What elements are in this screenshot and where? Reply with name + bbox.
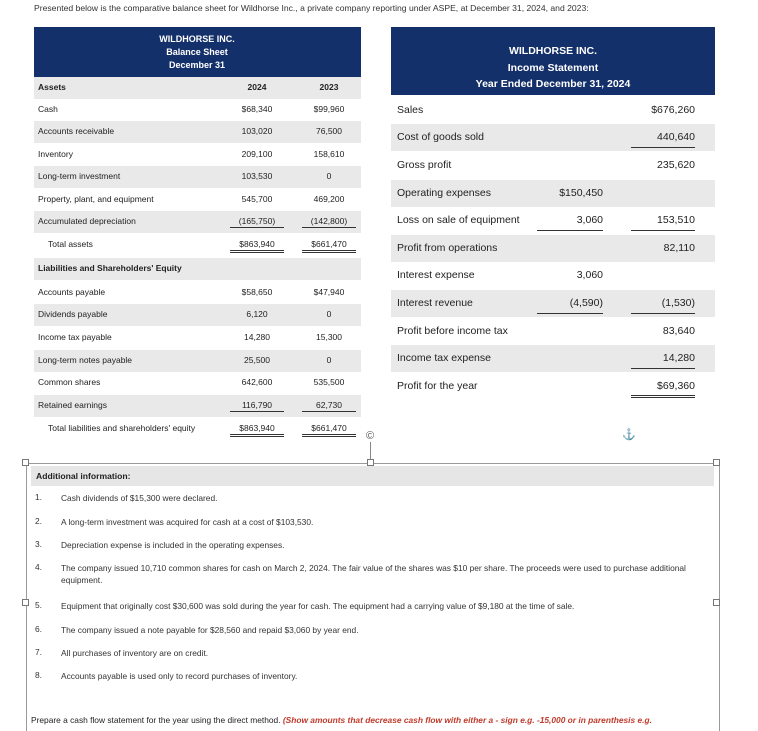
item-number: 7.: [35, 647, 42, 657]
row-label: Income tax payable: [38, 332, 112, 342]
item-text: The company issued a note payable for $28,560 and repaid $3,060 by year end.: [61, 625, 359, 635]
value-2024: 116,790: [230, 400, 284, 412]
item-text: Accounts payable is used only to record purchases of inventory.: [61, 671, 298, 681]
table-row: [34, 395, 361, 417]
col-2023: 2023: [319, 82, 339, 92]
anchor-icon[interactable]: ⚓: [622, 429, 636, 441]
instruction-plain: Prepare a cash flow statement for the year using the direct method.: [31, 715, 281, 725]
item-text: The company issued 10,710 common shares for cash on March 2, 2024. The fair value of the shares was $10 per share. The proceeds were used to purchase additional equipment.: [61, 563, 686, 585]
resize-handle-top-middle[interactable]: [367, 459, 374, 466]
assets-heading: Assets: [38, 82, 66, 92]
row-label: Long-term notes payable: [38, 355, 133, 365]
value-2023: 0: [326, 171, 332, 181]
value-2024: 209,100: [241, 149, 273, 159]
table-row: [391, 262, 715, 289]
is-statement: Income Statement: [507, 62, 599, 74]
item-number: 1.: [35, 492, 42, 502]
additional-info-header: [31, 466, 714, 486]
table-row: [34, 327, 361, 349]
row-label: Profit before income tax: [397, 325, 508, 337]
value-right: 153,510: [631, 214, 695, 231]
row-label: Long-term investment: [38, 171, 121, 181]
row-label: Accounts receivable: [38, 126, 115, 136]
value-2023: 469,200: [313, 194, 345, 204]
value-2023: $661,470: [302, 239, 356, 253]
value-2023: 535,500: [313, 377, 345, 387]
copyright-icon[interactable]: ©: [366, 430, 375, 442]
value-2024: (165,750): [230, 216, 284, 228]
value-2024: 6,120: [246, 309, 268, 319]
row-label: Accumulated depreciation: [38, 216, 136, 226]
row-label: Dividends payable: [38, 309, 108, 319]
table-row: [391, 207, 715, 234]
row-label: Interest expense: [397, 269, 475, 281]
table-row: [34, 350, 361, 372]
col-2024: 2024: [247, 82, 267, 92]
bs-company: WILDHORSE INC.: [159, 34, 235, 44]
row-label: Loss on sale of equipment: [397, 214, 520, 226]
row-label: Interest revenue: [397, 297, 473, 309]
value-2024: 14,280: [244, 332, 270, 342]
item-text: Cash dividends of $15,300 were declared.: [61, 493, 218, 503]
value-right: 82,110: [663, 242, 695, 254]
row-label: Inventory: [38, 149, 73, 159]
value-2024: $68,340: [241, 104, 273, 114]
table-row: [34, 166, 361, 188]
table-row: [34, 304, 361, 326]
value-2024: 545,700: [241, 194, 273, 204]
row-label: Property, plant, and equipment: [38, 194, 154, 204]
table-row: [391, 235, 715, 262]
resize-handle-top-right[interactable]: [713, 459, 720, 466]
value-right: $69,360: [631, 380, 695, 398]
table-row: [34, 99, 361, 121]
row-label: Retained earnings: [38, 400, 107, 410]
bs-column-header-row: [34, 77, 361, 99]
item-text: Equipment that originally cost $30,600 was sold during the year for cash. The equipment had a carrying value of $9,180 at the time of sale.: [61, 601, 575, 611]
item-number: 8.: [35, 670, 42, 680]
resize-handle-top-left[interactable]: [22, 459, 29, 466]
value-2024: 25,500: [244, 355, 270, 365]
value-2024: $863,940: [230, 423, 284, 437]
item-text: All purchases of inventory are on credit.: [61, 648, 209, 658]
table-row: [391, 373, 715, 400]
bs-statement: Balance Sheet: [166, 47, 228, 57]
liabilities-heading: Liabilities and Shareholders' Equity: [38, 263, 182, 273]
value-right: 235,620: [657, 159, 695, 171]
table-row: [34, 282, 361, 304]
liabilities-heading-row: [34, 258, 361, 280]
value-mid: 3,060: [576, 269, 603, 281]
table-row: [391, 180, 715, 207]
table-row: [391, 290, 715, 317]
value-2023: 0: [326, 309, 332, 319]
row-label: Cost of goods sold: [397, 131, 484, 143]
value-right: 83,640: [662, 325, 695, 337]
value-right: (1,530): [631, 297, 695, 314]
value-2023: 62,730: [302, 400, 356, 412]
value-right: 440,640: [631, 131, 695, 148]
row-label: Operating expenses: [397, 187, 491, 199]
table-row: [391, 124, 715, 151]
row-label: Profit from operations: [397, 242, 498, 254]
row-label: Profit for the year: [397, 380, 478, 392]
row-label: Total assets: [48, 239, 93, 249]
row-label: Accounts payable: [38, 287, 106, 297]
value-right: $676,260: [651, 104, 695, 116]
row-label: Income tax expense: [397, 352, 491, 364]
instruction-text: [31, 715, 652, 725]
intro-text: Presented below is the comparative balance sheet for Wildhorse Inc., a private company reporting under ASPE, at December 31, 2024, and 2023:: [34, 3, 589, 13]
bs-date: December 31: [168, 60, 226, 70]
item-number: 3.: [35, 539, 42, 549]
item-number: 5.: [35, 600, 42, 610]
value-mid: 3,060: [537, 214, 603, 231]
item-text: A long-term investment was acquired for cash at a cost of $103,530.: [61, 517, 314, 527]
value-2023: 76,500: [316, 126, 342, 136]
row-label: Common shares: [38, 377, 101, 387]
table-row: [391, 97, 715, 124]
value-2023: $99,960: [313, 104, 345, 114]
value-2024: $58,650: [241, 287, 273, 297]
item-number: 2.: [35, 516, 42, 526]
value-2023: (142,800): [302, 216, 356, 228]
row-label: Gross profit: [397, 159, 452, 171]
total-liabilities-row: [34, 418, 361, 440]
value-2024: 642,600: [241, 377, 273, 387]
table-row: [34, 144, 361, 166]
table-row: [34, 372, 361, 394]
row-label: Sales: [397, 104, 424, 116]
value-mid: (4,590): [537, 297, 603, 314]
item-text: Depreciation expense is included in the operating expenses.: [61, 540, 285, 550]
value-2024: 103,020: [241, 126, 273, 136]
value-2023: 0: [326, 355, 332, 365]
row-label: Total liabilities and shareholders' equity: [48, 423, 196, 433]
value-right: 14,280: [631, 352, 695, 369]
value-2023: 15,300: [316, 332, 342, 342]
value-2023: $661,470: [302, 423, 356, 437]
table-row: [34, 211, 361, 233]
instruction-emphasis: (Show amounts that decrease cash flow with either a - sign e.g. -15,000 or in parenthesis e.g.: [282, 715, 652, 725]
row-label: Cash: [38, 104, 58, 114]
value-2024: $863,940: [230, 239, 284, 253]
table-row: [34, 189, 361, 211]
additional-info-title: Additional information:: [36, 471, 131, 481]
is-period: Year Ended December 31, 2024: [475, 78, 631, 90]
resize-handle-right-middle[interactable]: [713, 599, 720, 606]
resize-handle-left-middle[interactable]: [22, 599, 29, 606]
value-mid: $150,450: [559, 187, 603, 199]
value-2023: 158,610: [313, 149, 345, 159]
value-2024: 103,530: [241, 171, 273, 181]
table-row: [391, 318, 715, 345]
value-2023: $47,940: [313, 287, 345, 297]
table-row: [391, 345, 715, 372]
item-number: 6.: [35, 624, 42, 634]
table-row: [34, 121, 361, 143]
is-company: WILDHORSE INC.: [508, 45, 598, 57]
item-number: 4.: [35, 562, 42, 572]
total-assets-row: [34, 234, 361, 256]
table-row: [391, 152, 715, 179]
